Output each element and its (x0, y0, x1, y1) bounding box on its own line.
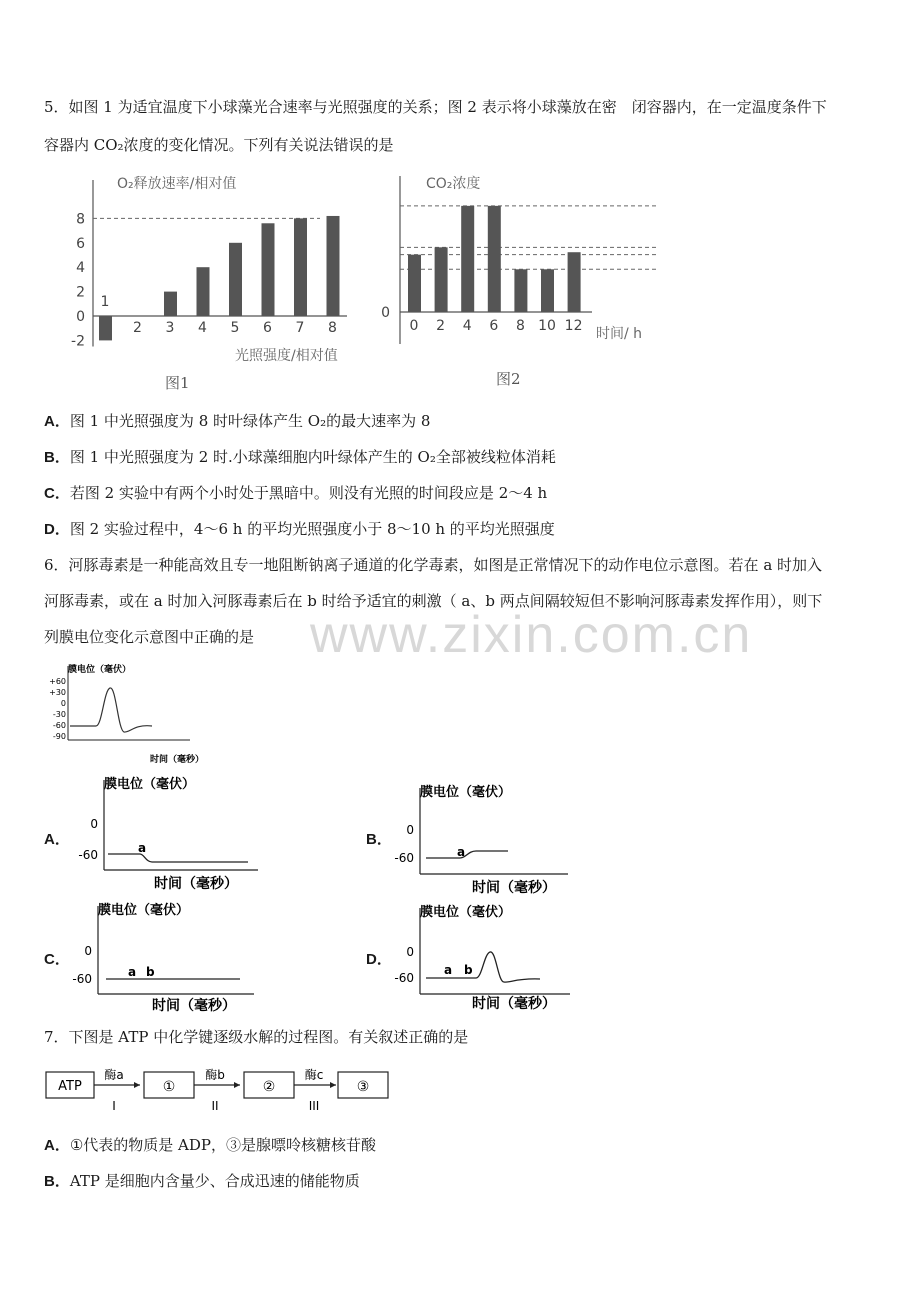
fig1-ytick: 4 (76, 260, 85, 277)
fig2-xtick: 0 (409, 318, 419, 334)
enzyme-a-label: 酶a (104, 1068, 124, 1082)
panel-d-tick-m60: -60 (394, 971, 414, 985)
fig2-ylabel: CO₂浓度 (426, 176, 481, 192)
fig1-ytick: 6 (76, 235, 85, 252)
fig2-xtick: 2 (436, 318, 446, 334)
panel-a-tick-m60: -60 (78, 848, 98, 862)
fig1-bar (262, 223, 275, 316)
ref-xlabel: 时间（毫秒） (150, 755, 205, 765)
fig1-xtick: 4 (198, 320, 207, 336)
fig2-bar (568, 252, 581, 312)
q6-option-a-graph (78, 776, 264, 894)
q6-option-d-graph (394, 902, 580, 1016)
q5-option-c: C．若图 2 实验中有两个小时处于黑暗中。则没有光照的时间段应是 2～4 h (44, 484, 548, 502)
box-1: ① (162, 1079, 176, 1095)
panel-c-ylabel: 膜电位（毫伏） (98, 903, 190, 918)
panel-c-tick-0: 0 (84, 944, 92, 958)
q5-option-b: B．图 1 中光照强度为 2 时.小球藻细胞内叶绿体产生的 O₂全部被线粒体消耗 (44, 448, 556, 466)
panel-b-curve (426, 851, 508, 858)
q7-option-b: B．ATP 是细胞内含量少、合成迅速的储能物质 (44, 1172, 360, 1190)
panel-b-tick-m60: -60 (394, 851, 414, 865)
box-atp: ATP (58, 1079, 82, 1094)
reference-action-potential-graph (40, 660, 230, 770)
panel-a-tick-0: 0 (90, 817, 98, 831)
box-3: ③ (356, 1079, 370, 1095)
fig1-bar (294, 218, 307, 316)
ref-tick-m60: -60 (52, 721, 66, 730)
fig1-xtick: 2 (133, 320, 142, 336)
q5-stem-line2: 容器内 CO₂浓度的变化情况。下列有关说法错误的是 (44, 136, 394, 154)
fig2-ytick: 0 (381, 305, 390, 321)
fig1-ytick: 0 (76, 309, 85, 325)
ref-tick-m30: -30 (52, 710, 66, 719)
panel-a-curve (108, 854, 248, 862)
fig2-xtick: 6 (489, 318, 499, 334)
ref-tick-p30: +30 (49, 688, 66, 697)
panel-c-mark-b: b (146, 965, 155, 979)
fig2-bar (435, 247, 448, 312)
fig2-xtick: 10 (538, 318, 556, 334)
step-3-label: III (308, 1099, 320, 1113)
fig1-xtick: 8 (328, 320, 337, 336)
fig2-xlabel: 时间/ h (596, 326, 643, 342)
q5-option-d: D．图 2 实验过程中，4～6 h 的平均光照强度小于 8～10 h 的平均光照强度 (44, 520, 555, 538)
enzyme-c-label: 酶c (304, 1068, 324, 1082)
fig1-ytick: 2 (76, 284, 85, 301)
panel-b-ylabel: 膜电位（毫伏） (420, 785, 512, 800)
fig1-caption: 图1 (165, 374, 190, 392)
panel-d-tick-0: 0 (406, 945, 414, 959)
fig1-xtick: 5 (230, 320, 240, 336)
fig1-bar (197, 267, 210, 316)
q5-stem-line1: 5．如图 1 为适宜温度下小球藻光合速率与光照强度的关系；图 2 表示将小球藻放在密 闭容器内，在一定温度条件下 (44, 98, 827, 116)
fig2-xtick: 12 (564, 318, 583, 334)
panel-d-mark-a: a (444, 963, 453, 977)
panel-d-xlabel: 时间（毫秒） (472, 996, 556, 1012)
panel-b-mark-a: a (457, 845, 466, 859)
fig1-xtick: 7 (295, 320, 305, 336)
fig1-ytick: 8 (76, 211, 85, 228)
atp-hydrolysis-diagram (40, 1060, 400, 1116)
fig1-ytick: -2 (71, 333, 85, 350)
fig1-bar (99, 316, 112, 340)
q6-option-b-graph (394, 782, 580, 898)
fig2-bar (541, 269, 554, 312)
fig2-xtick: 4 (462, 318, 472, 334)
q6-option-c-letter: C． (44, 951, 70, 968)
fig2-xtick: 8 (515, 318, 525, 334)
fig2-bar (461, 206, 474, 312)
panel-c-tick-m60: -60 (72, 972, 92, 986)
ref-tick-0: 0 (60, 699, 66, 708)
fig1-xlabel: 光照强度/相对值 (235, 348, 338, 364)
panel-d-mark-b: b (464, 963, 473, 977)
q6-option-c-graph (72, 900, 260, 1016)
fig2-bar (488, 206, 501, 312)
q5-option-a: A．图 1 中光照强度为 8 时叶绿体产生 O₂的最大速率为 8 (44, 412, 431, 430)
ref-ylabel: 膜电位（毫伏） (68, 665, 132, 675)
fig2-bar-chart (370, 168, 670, 368)
q7-option-a: A．①代表的物质是 ADP，③是腺嘌呤核糖核苷酸 (44, 1136, 377, 1154)
enzyme-b-label: 酶b (205, 1068, 225, 1082)
fig1-bar-chart (55, 168, 375, 368)
fig1-xtick: 3 (165, 320, 175, 336)
panel-b-xlabel: 时间（毫秒） (472, 880, 556, 896)
ref-tick-m90: -90 (52, 732, 66, 741)
fig2-bar (514, 269, 527, 312)
step-2-label: II (211, 1099, 219, 1113)
box-2: ② (262, 1079, 276, 1095)
watermark: www.zixin.com.cn (310, 606, 753, 664)
panel-c-xlabel: 时间（毫秒） (152, 998, 236, 1014)
fig1-xtick: 6 (263, 320, 272, 336)
step-1-label: I (112, 1099, 116, 1113)
q6-option-b-letter: B． (366, 831, 392, 848)
fig1-bar (164, 292, 177, 316)
fig1-bar (327, 216, 340, 316)
fig1-bar (229, 243, 242, 316)
fig2-bar (408, 255, 421, 312)
q6-option-d-letter: D． (366, 951, 392, 968)
ref-action-potential-curve (70, 688, 152, 732)
q6-stem-line2: 河豚毒素，或在 a 时加入河豚毒素后在 b 时给予适宜的刺激（ a、b 两点间隔较短但不影响河豚毒素发挥作用），则下 (44, 592, 823, 610)
q7-stem: 7．下图是 ATP 中化学键逐级水解的过程图。有关叙述正确的是 (44, 1028, 469, 1046)
ref-tick-p60: +60 (49, 677, 66, 686)
panel-d-ylabel: 膜电位（毫伏） (420, 905, 512, 920)
q6-stem-line1: 6．河豚毒素是一种能高效且专一地阻断钠离子通道的化学毒素，如图是正常情况下的动作电位示意图。若在 a 时加入 (44, 556, 823, 574)
fig2-caption: 图2 (496, 370, 521, 388)
panel-a-xlabel: 时间（毫秒） (154, 876, 238, 892)
panel-b-tick-0: 0 (406, 823, 414, 837)
fig1-ylabel: O₂释放速率/相对值 (117, 176, 237, 192)
panel-a-ylabel: 膜电位（毫伏） (104, 777, 196, 792)
fig1-xtick: 1 (100, 294, 110, 310)
q6-stem-line3: 列膜电位变化示意图中正确的是 (44, 628, 255, 646)
panel-a-mark-a: a (138, 841, 147, 855)
panel-c-mark-a: a (128, 965, 137, 979)
q6-option-a-letter: A． (44, 831, 70, 848)
